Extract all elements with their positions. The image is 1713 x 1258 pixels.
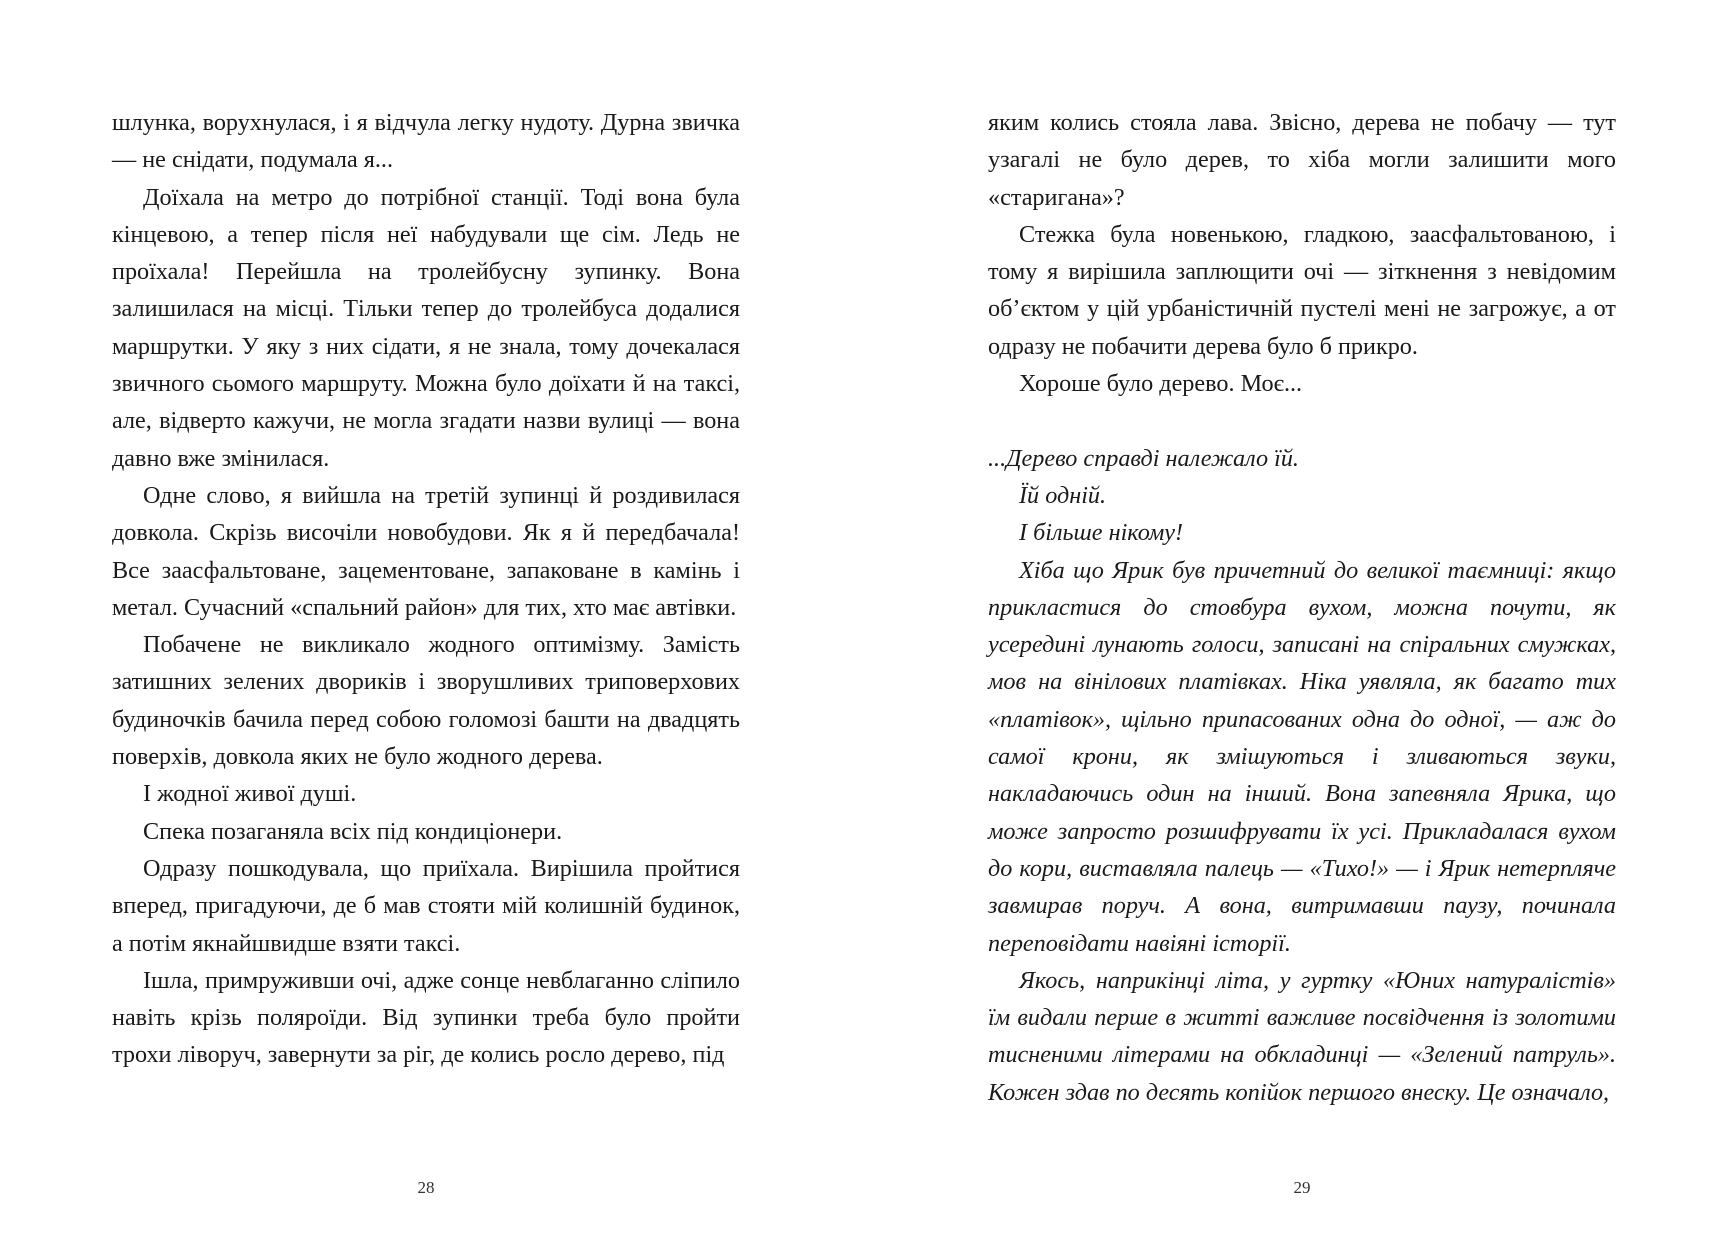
paragraph: Хороше було дерево. Моє... [1019, 370, 1303, 398]
paragraph: І жодної живої душі. [143, 780, 357, 808]
paragraph: шлунка, ворухнулася, і я відчула легку нудоту. Дурна звичка — не снідати, подумала я... [112, 109, 740, 174]
paragraph: Побачене не викликало жодного оптимізму. Замість затишних зелених двориків і зворушливих триповерхових будиночків бачила перед собою голомозі башти на двадцять поверхів, довкола яких не було жодного дерева. [112, 631, 740, 771]
paragraph: Одне слово, я вийшла на третій зупинці й роздивилася довкола. Скрізь височіли новобудови. Як я й передбачала! Все заасфальтоване, зацементоване, запаковане в камінь і метал. Сучасний «спальний район» для тих, хто має автівки. [112, 481, 740, 621]
italic-paragraph: Якось, наприкінці літа, у гуртку «Юних натуралістів» їм видали перше в житті важливе посвідчення із золотими тисненими літерами на обкладинці — «Зелений патруль». Кожен здав по десять копійок першого внеску. Це означало, [988, 966, 1616, 1106]
italic-paragraph: І більше нікому! [1019, 519, 1184, 547]
italic-paragraph: Їй одній. [1019, 481, 1107, 509]
right-page-text [988, 104, 1616, 1111]
left-page [112, 104, 740, 1144]
paragraph: Спека позаганяла всіх під кондиціонери. [143, 817, 563, 845]
italic-paragraph: Хіба що Ярик був причетний до великої таємниці: якщо прикластися до стовбура вухом, можна почути, як усередині лунають голоси, записані на спіральних смужках, мов на вінілових платівках. Ніка уявляла, як багато тих «платівок», щільно припасованих одна до одної, — аж до самої крони, як змішуються і зливаються звуки, накладаючись один на інший. Вона запевняла Ярика, що може запросто розшифрувати їх усі. Прикладалася вухом до кори, виставляла палець — «Тихо!» — і Ярик нетерпляче завмирав поруч. А вона, витримавши паузу, починала переповідати навіяні історії. [988, 556, 1616, 957]
paragraph: яким колись стояла лава. Звісно, дерева не побачу — тут узагалі не було дерев, то хіба могли залишити мого «старигана»? [988, 109, 1616, 211]
page-number-right: 29 [1293, 1178, 1311, 1197]
paragraph: Ішла, примруживши очі, адже сонце невблаганно сліпило навіть крізь поляроїди. Від зупинки треба було пройти трохи ліворуч, завернути за ріг, де колись росло дерево, під [112, 966, 740, 1069]
section-break [988, 402, 1616, 439]
right-page [988, 104, 1616, 1144]
paragraph: Одразу пошкодувала, що приїхала. Вирішила пройтися вперед, пригадуючи, де б мав стояти мій колишній будинок, а потім якнайшвидше взяти таксі. [112, 854, 740, 957]
left-page-text [112, 104, 740, 1074]
page-number-left: 28 [417, 1178, 435, 1197]
paragraph: Доїхала на метро до потрібної станції. Тоді вона була кінцевою, а тепер після неї набудували ще сім. Ледь не проїхала! Перейшла на тролейбусну зупинку. Вона залишилася на місці. Тільки тепер до тролейбуса додалися маршрутки. У яку з них сідати, я не знала, тому дочекалася звичного сьомого маршруту. Можна було доїхати й на таксі, але, відверто кажучи, не могла згадати назви вулиці — вона давно вже змінилася. [112, 183, 740, 472]
paragraph: Стежка була новенькою, гладкою, заасфальтованою, і тому я вирішила заплющити очі — зіткнення з невідомим об’єктом у цій урбаністичній пустелі мені не загрожує, а от одразу не побачити дерева було б прикро. [988, 220, 1616, 360]
italic-paragraph: ...Дерево справді належало їй. [988, 444, 1299, 472]
